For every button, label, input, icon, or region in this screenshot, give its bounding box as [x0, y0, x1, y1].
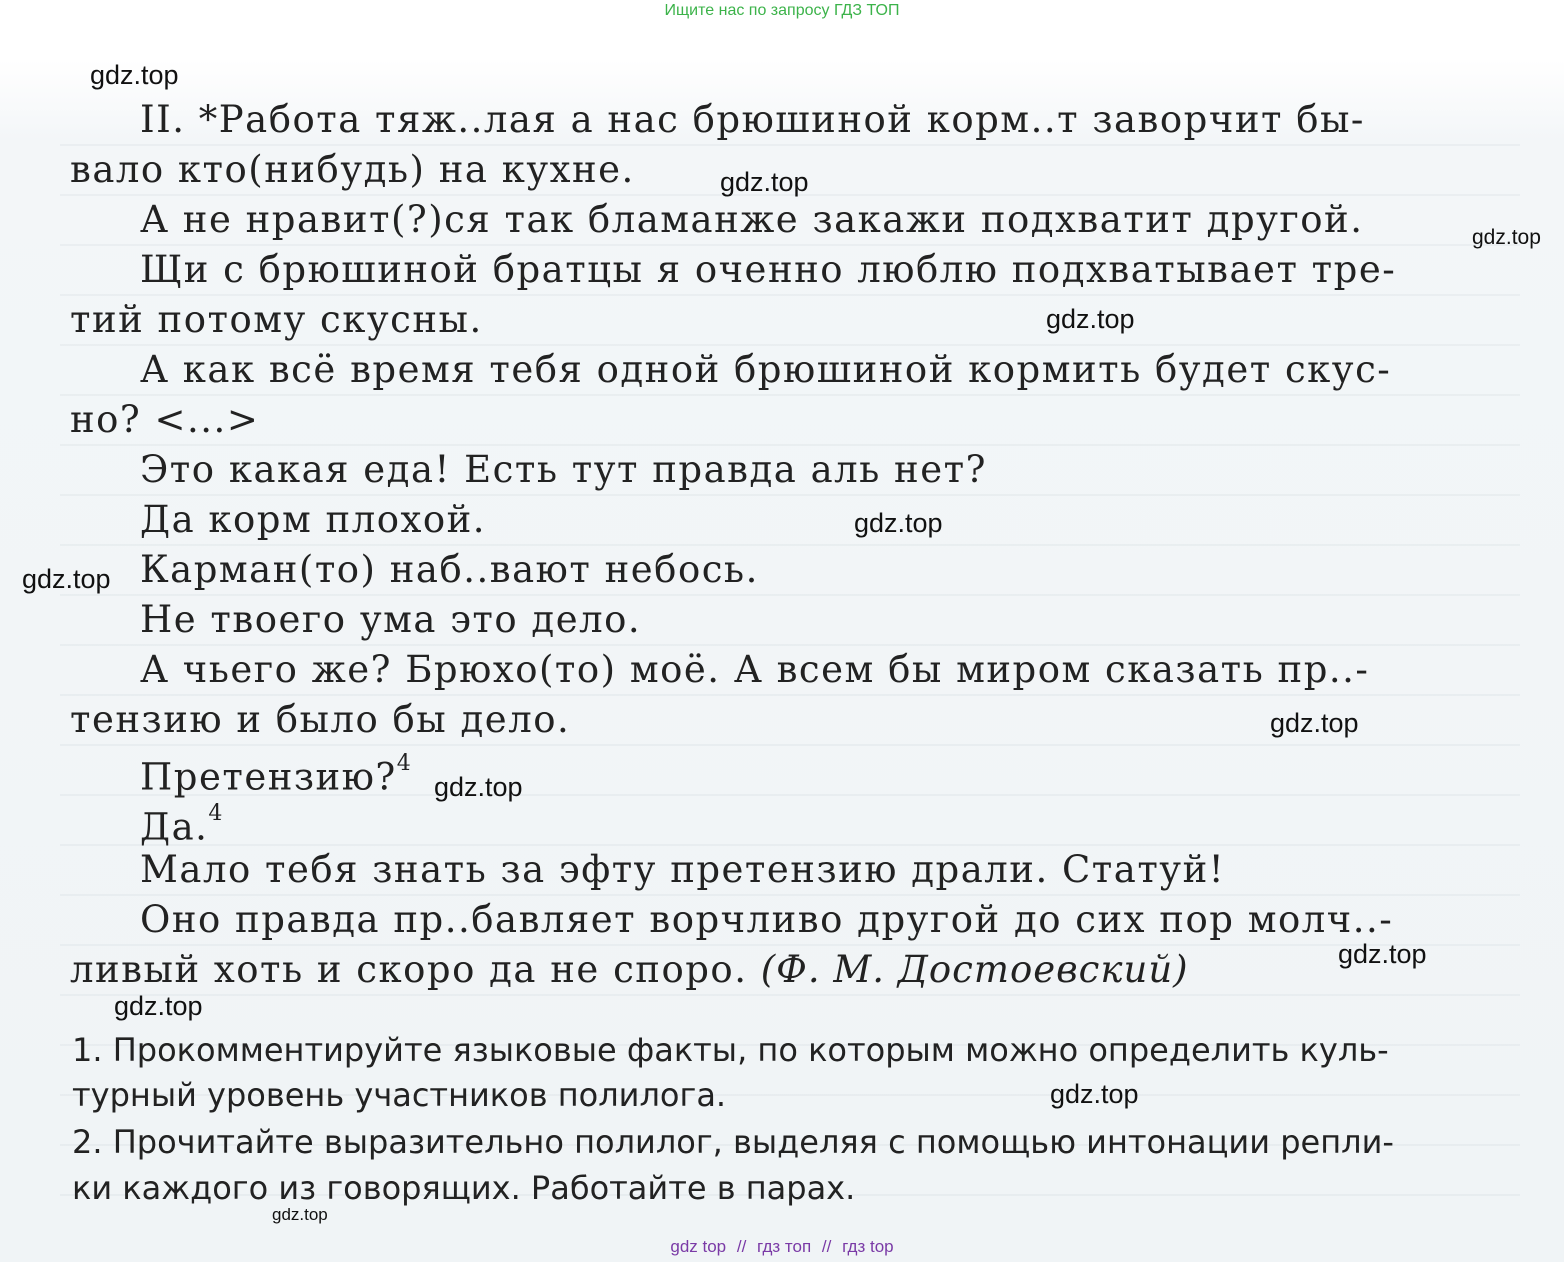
- exercise-line-10: Карман(то) наб..вают небось.: [140, 548, 759, 591]
- exercise-line-1: II. *Работа тяж..лая а нас брюшиной корм..т заворчит бы-: [140, 98, 1365, 141]
- watermark: gdz.top: [1270, 708, 1359, 738]
- task-line-1: 1. Прокомментируйте языковые факты, по которым можно определить куль-: [72, 1031, 1389, 1069]
- task-line-4: ки каждого из говорящих. Работайте в парах.: [72, 1169, 856, 1207]
- bottom-banner-separator: //: [736, 1237, 747, 1256]
- exercise-line-3: А не нравит(?)ся так бламанже закажи подхватит другой.: [140, 198, 1364, 241]
- watermark: gdz.top: [22, 564, 111, 594]
- footnote-mark: 4: [208, 801, 224, 826]
- bottom-banner-link-3[interactable]: гдз top: [842, 1237, 894, 1256]
- top-banner[interactable]: Ищите нас по запросу ГДЗ ТОП: [664, 2, 900, 19]
- exercise-line-5: тий потому скусны.: [70, 298, 483, 341]
- watermark: gdz.top: [114, 991, 203, 1021]
- watermark: gdz.top: [1050, 1079, 1139, 1109]
- footnote-mark: 4: [396, 751, 413, 776]
- watermark: gdz.top: [854, 508, 943, 538]
- bottom-banner-separator: //: [821, 1237, 832, 1256]
- bottom-banner-link-2[interactable]: гдз топ: [757, 1237, 812, 1256]
- bottom-banner-link-1[interactable]: gdz top: [670, 1237, 727, 1256]
- watermark: gdz.top: [272, 1205, 328, 1224]
- exercise-line-18-text: ливый хоть и скоро да не споро.: [70, 948, 748, 991]
- watermark: gdz.top: [1472, 226, 1541, 249]
- author-attribution: (Ф. М. Достоевский): [760, 948, 1189, 991]
- exercise-line-11: Не твоего ума это дело.: [140, 598, 642, 641]
- exercise-line-9: Да корм плохой.: [140, 498, 487, 541]
- watermark: gdz.top: [720, 167, 809, 197]
- task-line-3: 2. Прочитайте выразительно полилог, выделяя с помощью интонации репли-: [72, 1123, 1394, 1161]
- bottom-banner: [0, 1237, 1564, 1257]
- watermark: gdz.top: [90, 60, 179, 90]
- exercise-line-14: [140, 745, 412, 802]
- exercise-line-15: [140, 795, 224, 852]
- exercise-line-4: Щи с брюшиной братцы я оченно люблю подхватывает тре-: [140, 248, 1397, 291]
- exercise-line-7: но? <...>: [70, 398, 260, 441]
- exercise-line-12: А чьего же? Брюхо(то) моё. А всем бы миром сказать пр..-: [140, 648, 1370, 691]
- exercise-line-8: Это какая еда! Есть тут правда аль нет?: [140, 448, 987, 491]
- exercise-line-6: А как всё время тебя одной брюшиной кормить будет скус-: [140, 348, 1392, 391]
- watermark: gdz.top: [1046, 304, 1135, 334]
- exercise-line-15-text: Да.: [140, 805, 209, 849]
- exercise-line-18: [70, 945, 1189, 995]
- exercise-line-13: тензию и было бы дело.: [70, 698, 571, 741]
- watermark: gdz.top: [434, 772, 523, 802]
- exercise-line-17: Оно правда пр..бавляет ворчливо другой до сих пор молч..-: [140, 898, 1394, 941]
- exercise-line-2: вало кто(нибудь) на кухне.: [70, 148, 635, 191]
- exercise-line-16: Мало тебя знать за эфту претензию драли. Статуй!: [140, 848, 1226, 891]
- watermark: gdz.top: [1338, 939, 1427, 969]
- exercise-line-14-text: Претензию?: [140, 755, 397, 799]
- task-line-2: турный уровень участников полилога.: [72, 1076, 727, 1114]
